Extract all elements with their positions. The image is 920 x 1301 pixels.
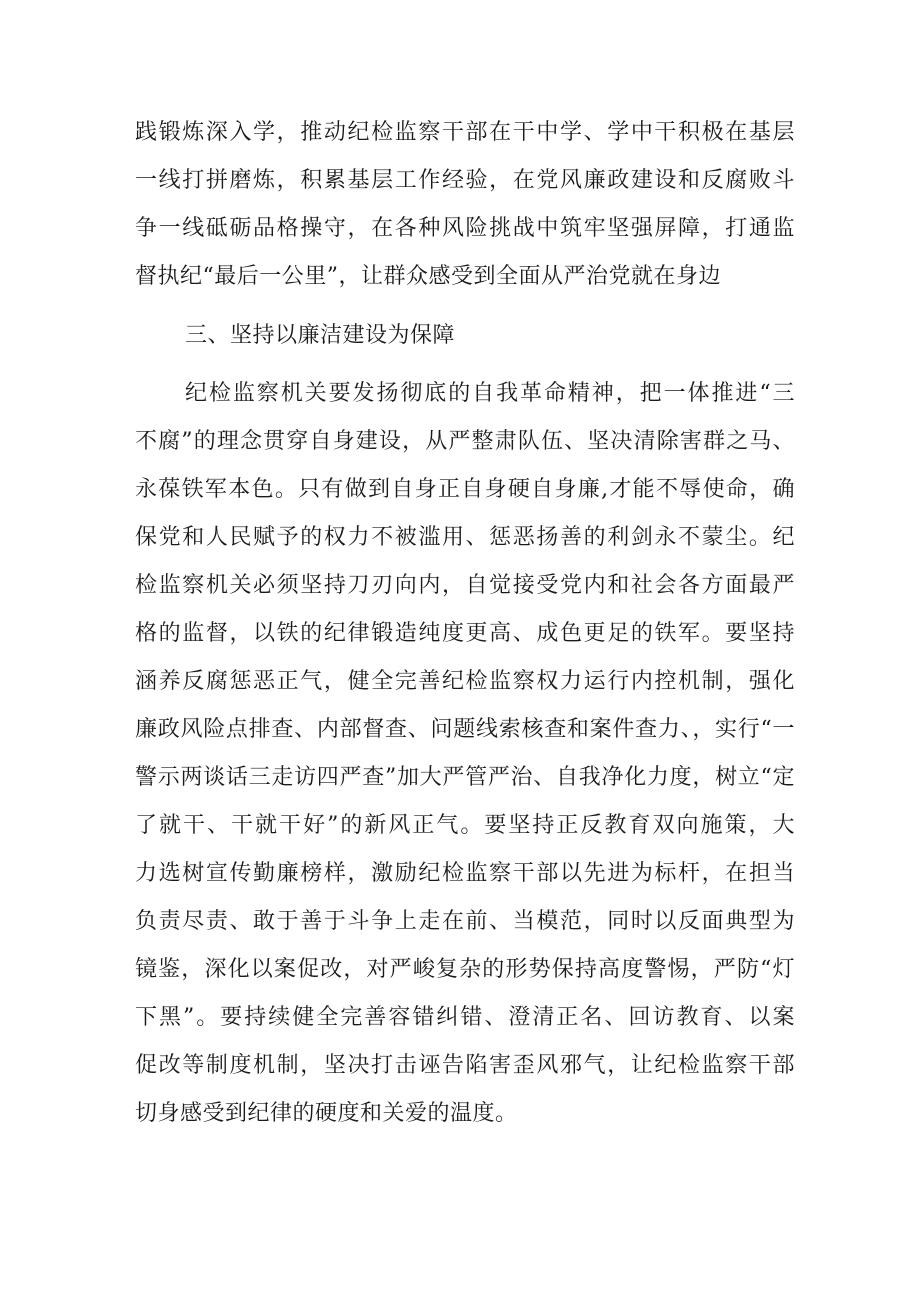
paragraph-line: 践锻炼深入学，推动纪检监察干部在干中学、学中干积极在基层 <box>135 120 795 145</box>
paragraph-line: 检监察机关必须坚持刀刃向内，自觉接受党内和社会各方面最严 <box>135 573 795 598</box>
paragraph-line: 力选树宣传勤廉榜样，激励纪检监察干部以先进为标杆，在担当 <box>135 861 795 886</box>
paragraph-line: 廉政风险点排查、内部督查、问题线索核查和案件查力、，实行“一 <box>135 717 795 742</box>
paragraph-line: 督执纪“最后一公里”，让群众感受到全面从严治党就在身边 <box>135 264 721 289</box>
paragraph-line: 下黑”。要持续健全完善容错纠错、澄清正名、回访教育、以案 <box>135 1005 795 1030</box>
paragraph-line: 了就干、干就干好”的新风正气。要坚持正反教育双向施策，大 <box>135 813 795 838</box>
paragraph-line: 纪检监察机关要发扬彻底的自我革命精神，把一体推进“三 <box>185 381 795 406</box>
paragraph-line: 保党和人民赋予的权力不被滥用、惩恶扬善的利剑永不蒙尘。纪 <box>135 525 795 550</box>
paragraph-line: 争一线砥砺品格操守，在各种风险挑战中筑牢坚强屏障，打通监 <box>135 216 795 241</box>
paragraph-line: 格的监督，以铁的纪律锻造纯度更高、成色更足的铁军。要坚持 <box>135 621 795 646</box>
paragraph-line: 一线打拼磨炼，积累基层工作经验，在党风廉政建设和反腐败斗 <box>135 168 795 193</box>
section-heading: 三、坚持以廉洁建设为保障 <box>185 323 456 348</box>
paragraph-line: 切身感受到纪律的硬度和关爱的温度。 <box>135 1101 518 1126</box>
paragraph-line: 警示两谈话三走访四严查”加大严管严治、自我净化力度，树立“定 <box>135 765 795 790</box>
paragraph-line: 涵养反腐惩恶正气，健全完善纪检监察权力运行内控机制，强化 <box>135 669 795 694</box>
paragraph-line: 不腐”的理念贯穿自身建设，从严整肃队伍、坚决清除害群之马、 <box>135 429 795 454</box>
paragraph-line: 促改等制度机制，坚决打击诬告陷害歪风邪气，让纪检监察干部 <box>135 1053 795 1078</box>
paragraph-line: 负责尽责、敢于善于斗争上走在前、当模范，同时以反面典型为 <box>135 909 795 934</box>
paragraph-line: 镜鉴，深化以案促改，对严峻复杂的形势保持高度警惕，严防“灯 <box>135 957 795 982</box>
paragraph-line: 永葆铁军本色。只有做到自身正自身硬自身廉,才能不辱使命，确 <box>135 477 795 502</box>
